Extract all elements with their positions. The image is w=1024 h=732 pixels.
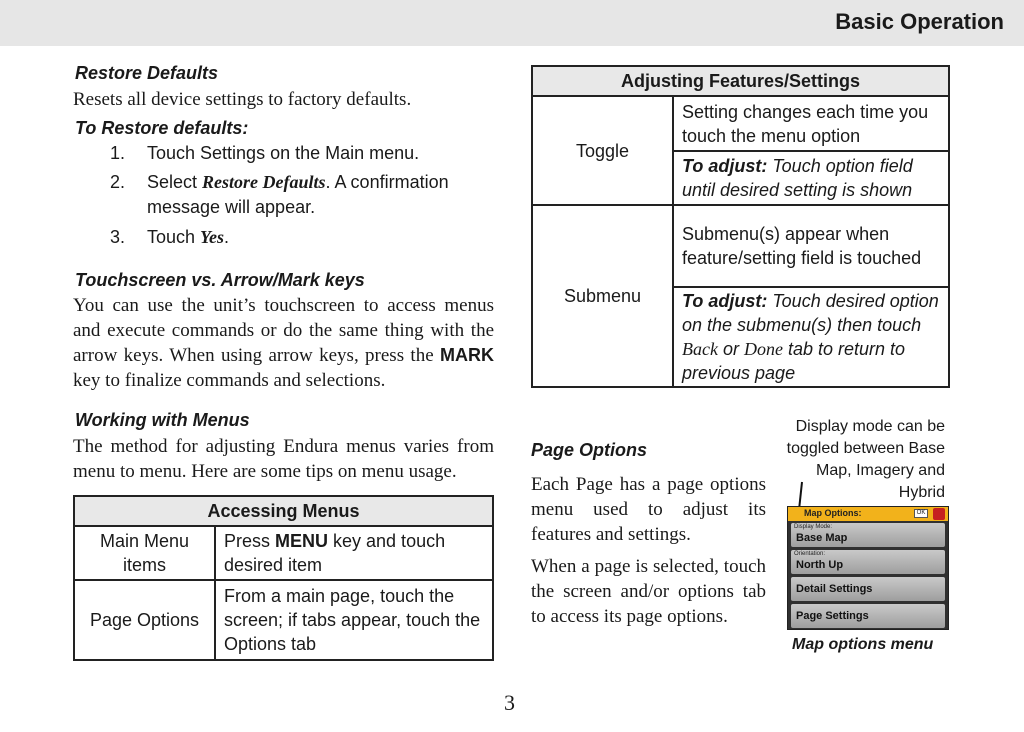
toggle-adjust: To adjust: Touch option field until desired setting is shown (673, 151, 949, 205)
close-icon[interactable] (933, 508, 945, 520)
step-2-number: 2. (110, 172, 126, 192)
step-3-text: Touch Yes. (147, 227, 230, 247)
page-options-heading: Page Options (531, 440, 648, 460)
display-mode-callout: Display mode can be toggled between Base Map, Imagery and Hybrid (786, 418, 945, 501)
step-2-text-line2: message will appear. (147, 197, 316, 217)
main-menu-items-label: Main Menu items (74, 526, 215, 580)
page-options-label: Page Options (74, 580, 215, 660)
detail-settings-row[interactable]: Detail Settings (791, 577, 945, 601)
restore-defaults-option: Restore Defaults (202, 172, 326, 192)
touchscreen-heading: Touchscreen vs. Arrow/Mark keys (75, 270, 365, 290)
mark-key: MARK (440, 345, 494, 365)
page-number: 3 (504, 690, 515, 715)
map-options-ok-badge[interactable]: OK (914, 509, 928, 518)
main-menu-items-desc: Press MENU key and touch desired item (215, 526, 493, 580)
page-title: Basic Operation (835, 9, 1004, 34)
restore-defaults-body: Resets all device settings to factory defaults. (73, 89, 412, 110)
adjusting-features-table (531, 65, 950, 388)
orientation-row[interactable]: Orientation: North Up (791, 550, 945, 574)
page-settings-row[interactable]: Page Settings (791, 604, 945, 628)
map-options-caption: Map options menu (792, 636, 934, 653)
menu-key: MENU (275, 531, 329, 551)
submenu-label: Submenu (532, 205, 673, 387)
adjusting-features-title: Adjusting Features/Settings (532, 66, 949, 96)
back-tab: Back (682, 339, 718, 359)
display-mode-row[interactable]: Display Mode: Base Map (791, 523, 945, 547)
accessing-menus-title: Accessing Menus (74, 496, 493, 526)
step-2-text: Select Restore Defaults. A confirmation (147, 172, 449, 192)
step-3-number: 3. (110, 227, 126, 247)
map-options-screenshot (787, 506, 949, 630)
touchscreen-body: You can use the unit’s touchscreen to access menus and execute commands or do the same thing with the arrow keys. When using arrow keys, press the MARK key to finalize commands and selections. (73, 295, 494, 391)
toggle-label: Toggle (532, 96, 673, 205)
step-1-text: Touch Settings on the Main menu. (147, 143, 420, 163)
submenu-adjust: To adjust: Touch desired option on the submenu(s) then touch Back or Done tab to return to previous page (673, 287, 949, 387)
page-options-desc: From a main page, touch the screen; if tabs appear, touch the Options tab (215, 580, 493, 660)
toggle-desc: Setting changes each time you touch the menu option (673, 96, 949, 151)
yes-option: Yes (200, 227, 225, 247)
working-with-menus-heading: Working with Menus (75, 410, 250, 430)
restore-defaults-subheading: To Restore defaults: (75, 118, 249, 138)
submenu-desc: Submenu(s) appear when feature/setting field is touched (673, 205, 949, 287)
accessing-menus-table (73, 495, 494, 661)
working-with-menus-body: The method for adjusting Endura menus varies from menu to menu. Here are some tips on menu usage. (73, 436, 494, 482)
map-options-title: Map Options: (804, 508, 862, 518)
restore-defaults-heading: Restore Defaults (75, 63, 219, 83)
page-options-para2: When a page is selected, touch the screen and/or options tab to access its page options. (531, 556, 766, 627)
page-options-para1: Each Page has a page options menu used to adjust its features and settings. (531, 474, 766, 545)
done-tab: Done (744, 339, 783, 359)
step-1-number: 1. (110, 143, 126, 163)
map-options-topbar (788, 507, 948, 521)
